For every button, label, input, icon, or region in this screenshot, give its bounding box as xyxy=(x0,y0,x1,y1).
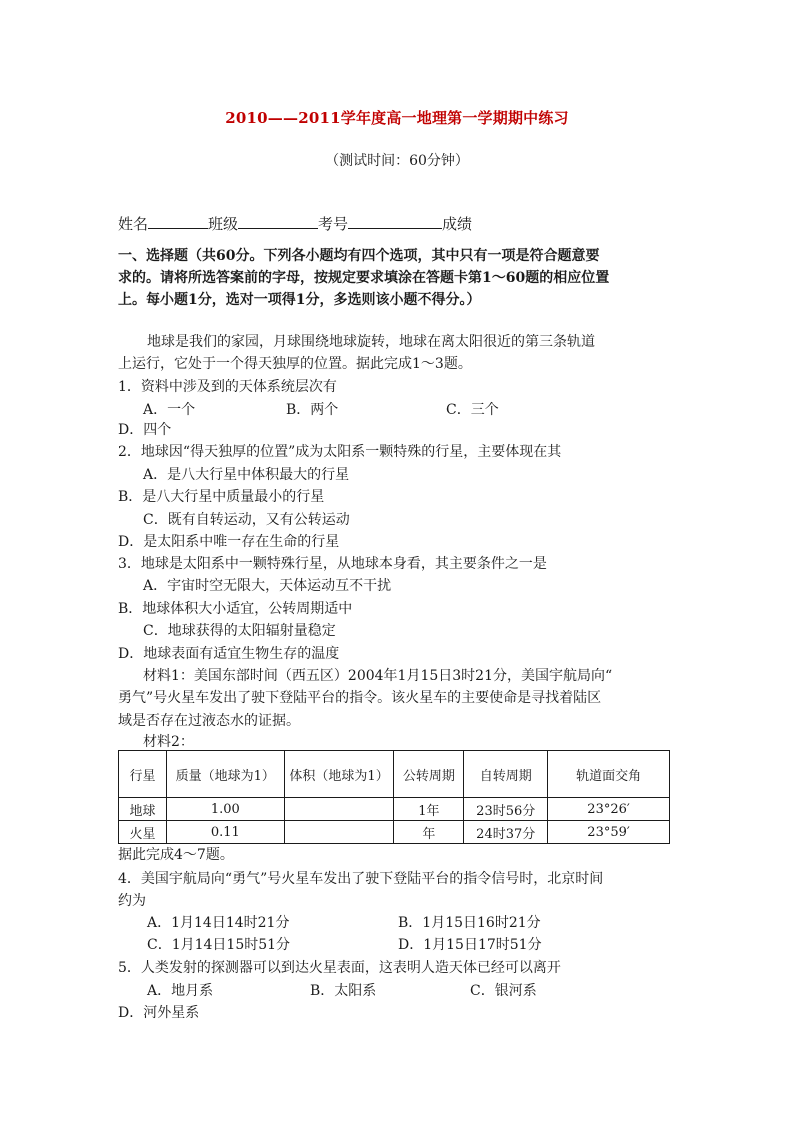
column-header: 公转周期 xyxy=(394,751,464,798)
question-1-option-a[interactable]: A．一个 xyxy=(143,402,196,418)
question-2-stem: 2．地球因“得天独厚的位置”成为太阳系一颗特殊的行星，主要体现在其 xyxy=(118,444,562,460)
column-header: 自转周期 xyxy=(464,751,548,798)
question-1-stem: 1．资料中涉及到的天体系统层次有 xyxy=(118,379,337,395)
name-label: 姓名 xyxy=(118,215,149,233)
table-cell: 23时56分 xyxy=(464,798,548,821)
page-title: 2010——2011学年度高一地理第一学期期中练习 xyxy=(225,109,569,127)
section-instructions-line-2: 求的。请将所选答案前的字母，按规定要求填涂在答题卡第1～60题的相应位置 xyxy=(118,270,610,286)
question-3-option-a[interactable]: A．宇宙时空无限大，天体运动互不干扰 xyxy=(143,578,392,594)
table-cell xyxy=(284,798,394,821)
question-4-stem-line-2: 约为 xyxy=(118,893,146,909)
column-header: 质量（地球为1） xyxy=(166,751,284,798)
column-header: 行星 xyxy=(119,751,167,798)
question-4-option-c[interactable]: C．1月14日15时51分 xyxy=(147,937,291,953)
question-1-option-d[interactable]: D．四个 xyxy=(118,422,172,438)
question-4-option-d[interactable]: D．1月15日17时51分 xyxy=(398,937,542,953)
table-cell: 年 xyxy=(394,821,464,844)
table-cell: 1年 xyxy=(394,798,464,821)
question-4-stem-line-1: 4．美国宇航局向“勇气”号火星车发出了驶下登陆平台的指令信号时，北京时间 xyxy=(118,871,604,887)
class-field[interactable] xyxy=(238,213,318,229)
score-label: 成绩 xyxy=(442,215,473,233)
table-cell: 24时37分 xyxy=(464,821,548,844)
question-4-option-b[interactable]: B．1月15日16时21分 xyxy=(398,915,541,931)
column-header: 轨道面交角 xyxy=(548,751,670,798)
table-cell: 0.11 xyxy=(166,821,284,844)
material-1-line-2: 勇气”号火星车发出了驶下登陆平台的指令。该火星车的主要使命是寻找着陆区 xyxy=(118,690,602,706)
question-5-option-c[interactable]: C．银河系 xyxy=(470,983,537,999)
table-cell xyxy=(284,821,394,844)
question-5-option-b[interactable]: B．太阳系 xyxy=(310,983,377,999)
question-5-option-a[interactable]: A．地月系 xyxy=(147,983,214,999)
question-2-option-c[interactable]: C．既有自转运动，又有公转运动 xyxy=(143,512,350,528)
question-3-stem: 3．地球是太阳系中一颗特殊行星，从地球本身看，其主要条件之一是 xyxy=(118,556,547,572)
table-header-row xyxy=(119,751,670,798)
passage-1-line-1: 地球是我们的家园，月球围绕地球旋转，地球在离太阳很近的第三条轨道 xyxy=(147,334,595,350)
section-instructions-line-1: 一、选择题（共60分。下列各小题均有四个选项，其中只有一项是符合题意要 xyxy=(118,248,600,264)
number-field[interactable] xyxy=(348,213,442,229)
question-2-option-a[interactable]: A．是八大行星中体积最大的行星 xyxy=(143,467,350,483)
question-5-option-d[interactable]: D．河外星系 xyxy=(118,1005,200,1021)
column-header: 体积（地球为1） xyxy=(284,751,394,798)
table-row xyxy=(119,821,670,844)
material-1-line-1: 材料1：美国东部时间（西五区）2004年1月15日3时21分，美国宇航局向“ xyxy=(143,668,613,684)
passage-2: 据此完成4～7题。 xyxy=(118,847,234,863)
material-1-line-3: 域是否存在过液态水的证据。 xyxy=(118,713,300,729)
question-2-option-d[interactable]: D．是太阳系中唯一存在生命的行星 xyxy=(118,534,340,550)
table-cell: 1.00 xyxy=(166,798,284,821)
question-3-option-b[interactable]: B．地球体积大小适宜，公转周期适中 xyxy=(118,601,353,617)
question-3-option-d[interactable]: D．地球表面有适宜生物生存的温度 xyxy=(118,646,340,662)
table-row xyxy=(119,798,670,821)
name-field[interactable] xyxy=(148,213,208,229)
question-5-stem: 5．人类发射的探测器可以到达火星表面，这表明人造天体已经可以离开 xyxy=(118,960,561,976)
question-1-option-c[interactable]: C．三个 xyxy=(446,402,499,418)
question-1-option-b[interactable]: B．两个 xyxy=(286,402,339,418)
section-instructions-line-3: 上。每小题1分，选对一项得1分，多选则该小题不得分。） xyxy=(118,292,481,308)
question-3-option-c[interactable]: C．地球获得的太阳辐射量稳定 xyxy=(143,623,336,639)
table-cell: 23°26′ xyxy=(548,798,670,821)
student-info-line xyxy=(118,213,472,234)
question-2-option-b[interactable]: B．是八大行星中质量最小的行星 xyxy=(118,489,325,505)
planet-comparison-table xyxy=(118,750,670,844)
number-label: 考号 xyxy=(318,215,349,233)
question-4-option-a[interactable]: A．1月14日14时21分 xyxy=(147,915,290,931)
class-label: 班级 xyxy=(208,215,239,233)
passage-1-line-2: 上运行，它处于一个得天独厚的位置。据此完成1～3题。 xyxy=(118,356,472,372)
table-cell: 23°59′ xyxy=(548,821,670,844)
test-duration: （测试时间：60分钟） xyxy=(325,153,469,169)
table-cell: 火星 xyxy=(119,821,167,844)
material-2-label: 材料2： xyxy=(143,734,194,750)
table-cell: 地球 xyxy=(119,798,167,821)
